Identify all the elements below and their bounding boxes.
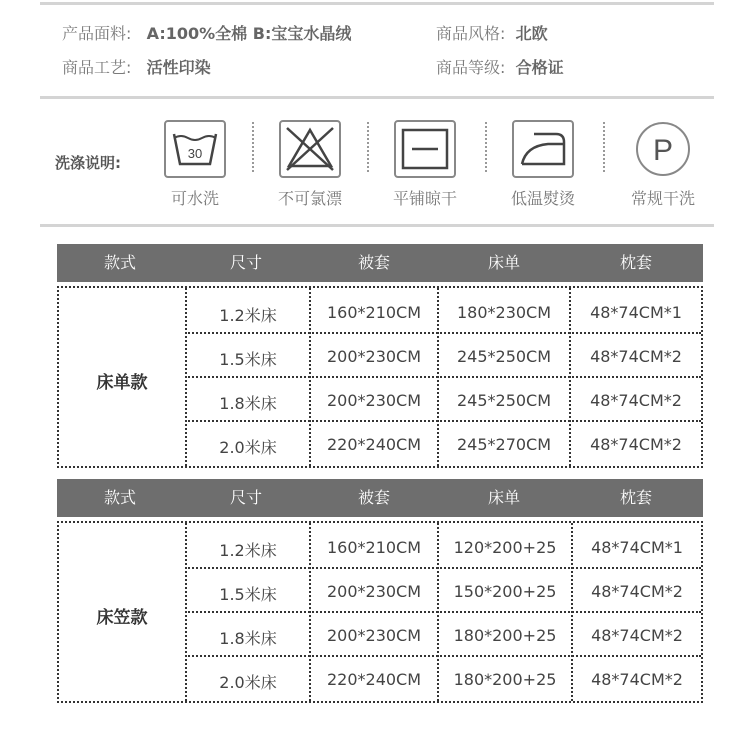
care-label: 常规干洗: [630, 189, 695, 208]
table-cell: 1.5米床: [219, 585, 277, 604]
care-separator: [603, 122, 605, 172]
care-no-bleach: [255, 120, 365, 209]
header-pillow: 枕套: [619, 253, 652, 272]
style-name: 床笠款: [96, 608, 148, 628]
care-hand-wash: [140, 120, 250, 209]
table-cell: 48*74CM*2: [590, 391, 682, 410]
table-cell: 1.8米床: [219, 629, 277, 648]
grade-value: 合格证: [515, 58, 564, 77]
care-flat-dry: [370, 120, 480, 209]
header-duvet: 被套: [357, 253, 390, 272]
table-cell: 160*210CM: [326, 303, 422, 322]
wash-temp: 30: [187, 146, 203, 161]
care-separator: [367, 122, 369, 172]
table-cell: 48*74CM*1: [591, 538, 683, 557]
info-divider: [40, 96, 714, 99]
table-cell: 1.5米床: [219, 350, 277, 369]
table-header: [57, 479, 703, 517]
table-cell: 245*270CM: [456, 435, 552, 454]
table-cell: 200*230CM: [326, 347, 422, 366]
table-cell: 180*200+25: [453, 626, 557, 645]
no-bleach-icon: [279, 120, 341, 178]
craft-row: [62, 58, 211, 78]
table-body: [57, 286, 703, 468]
size-table-fitted-sheet: [57, 479, 703, 701]
header-sheet: 床单: [487, 253, 520, 272]
table-cell: 200*230CM: [326, 626, 422, 645]
material-label: 产品面料:: [62, 24, 132, 43]
header-style: 款式: [103, 253, 136, 272]
table-body: [57, 521, 703, 703]
iron-icon: [512, 120, 574, 178]
size-table-flat-sheet: [57, 244, 703, 466]
row-divider: [185, 567, 701, 569]
dry-clean-letter: P: [652, 134, 674, 167]
table-cell: 245*250CM: [456, 347, 552, 366]
style-label: 商品风格:: [436, 24, 506, 43]
table-cell: 160*210CM: [326, 538, 422, 557]
table-cell: 120*200+25: [453, 538, 557, 557]
row-divider: [185, 332, 701, 334]
craft-label: 商品工艺:: [62, 58, 132, 77]
grade-row: [436, 58, 564, 78]
table-cell: 48*74CM*2: [590, 435, 682, 454]
top-divider: [40, 2, 714, 5]
style-row: [436, 24, 548, 44]
table-cell: 48*74CM*2: [590, 347, 682, 366]
material-row: [62, 24, 351, 44]
dry-clean-p-icon: [632, 120, 694, 178]
wash-divider: [40, 224, 714, 227]
table-cell: 150*200+25: [453, 582, 557, 601]
header-sheet: 床单: [487, 488, 520, 507]
grade-label: 商品等级:: [436, 58, 506, 77]
row-divider: [185, 611, 701, 613]
table-cell: 48*74CM*1: [590, 303, 682, 322]
table-cell: 180*230CM: [456, 303, 552, 322]
row-divider: [185, 376, 701, 378]
table-cell: 245*250CM: [456, 391, 552, 410]
table-cell: 48*74CM*2: [591, 626, 683, 645]
table-cell: 48*74CM*2: [591, 670, 683, 689]
table-cell: 1.8米床: [219, 394, 277, 413]
table-cell: 180*200+25: [453, 670, 557, 689]
header-size: 尺寸: [229, 488, 262, 507]
material-value: A:100%全棉 B:宝宝水晶绒: [146, 24, 352, 43]
care-label: 不可氯漂: [277, 189, 342, 208]
care-separator: [252, 122, 254, 172]
header-style: 款式: [103, 488, 136, 507]
row-divider: [185, 420, 701, 422]
craft-value: 活性印染: [146, 58, 211, 77]
table-cell: 1.2米床: [219, 306, 277, 325]
header-size: 尺寸: [229, 253, 262, 272]
wash-30-icon: [164, 120, 226, 178]
header-pillow: 枕套: [619, 488, 652, 507]
table-cell: 200*230CM: [326, 391, 422, 410]
table-cell: 2.0米床: [219, 438, 277, 457]
table-cell: 200*230CM: [326, 582, 422, 601]
care-low-iron: [488, 120, 598, 209]
style-name: 床单款: [96, 373, 148, 393]
wash-title: 洗涤说明:: [55, 154, 121, 172]
style-value: 北欧: [515, 24, 548, 43]
table-cell: 2.0米床: [219, 673, 277, 692]
row-divider: [185, 655, 701, 657]
header-duvet: 被套: [357, 488, 390, 507]
care-dry-clean: [608, 120, 718, 209]
table-cell: 48*74CM*2: [591, 582, 683, 601]
care-label: 平铺晾干: [392, 189, 457, 208]
table-header: [57, 244, 703, 282]
flat-dry-icon: [394, 120, 456, 178]
care-separator: [485, 122, 487, 172]
care-label: 可水洗: [170, 189, 219, 208]
table-cell: 220*240CM: [326, 670, 422, 689]
table-cell: 220*240CM: [326, 435, 422, 454]
care-label: 低温熨烫: [510, 189, 575, 208]
table-cell: 1.2米床: [219, 541, 277, 560]
